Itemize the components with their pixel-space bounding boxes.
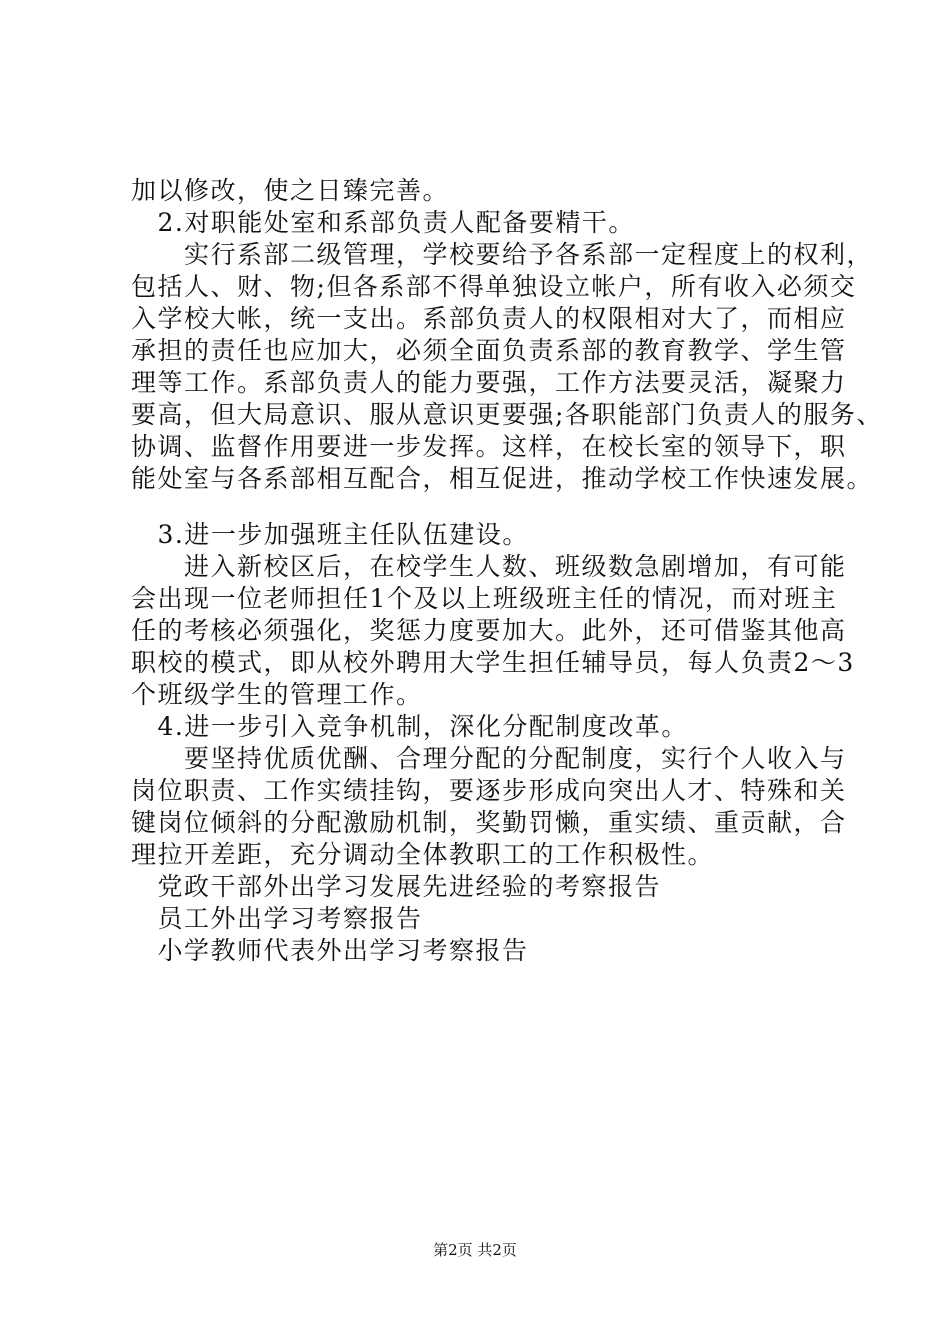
paragraph-line: 协调、监督作用要进一步发挥。这样，在校长室的领导下，职 — [131, 432, 847, 461]
section-heading-2: 2.对职能处室和系部负责人配备要精干。 — [131, 208, 635, 237]
related-article-link[interactable]: 员工外出学习考察报告 — [131, 904, 423, 933]
paragraph-line: 要高，但大局意识、服从意识更要强;各职能部门负责人的服务、 — [131, 400, 883, 429]
paragraph-line: 职校的模式，即从校外聘用大学生担任辅导员，每人负责2～3 — [131, 648, 855, 677]
paragraph-line: 能处室与各系部相互配合，相互促进，推动学校工作快速发展。 — [131, 464, 874, 493]
paragraph-line: 键岗位倾斜的分配激励机制，奖勤罚懒，重实绩、重贡献，合 — [131, 808, 847, 837]
paragraph-line: 任的考核必须强化，奖惩力度要加大。此外，还可借鉴其他高 — [131, 616, 847, 645]
paragraph-line: 要坚持优质优酬、合理分配的分配制度，实行个人收入与 — [131, 744, 847, 773]
paragraph-line: 理拉开差距，充分调动全体教职工的工作积极性。 — [131, 840, 715, 869]
related-article-link[interactable]: 小学教师代表外出学习考察报告 — [131, 936, 529, 965]
paragraph-line: 入学校大帐，统一支出。系部负责人的权限相对大了，而相应 — [131, 304, 847, 333]
section-heading-3: 3.进一步加强班主任队伍建设。 — [131, 520, 529, 549]
paragraph-line: 实行系部二级管理，学校要给予各系部一定程度上的权利， — [131, 240, 874, 269]
section-heading-4: 4.进一步引入竞争机制，深化分配制度改革。 — [131, 712, 688, 741]
paragraph-line: 承担的责任也应加大，必须全面负责系部的教育教学、学生管 — [131, 336, 847, 365]
paragraph-line: 会出现一位老师担任1个及以上班级班主任的情况，而对班主 — [131, 584, 838, 613]
paragraph-line: 岗位职责、工作实绩挂钩，要逐步形成向突出人才、特殊和关 — [131, 776, 847, 805]
paragraph-line: 包括人、财、物;但各系部不得单独设立帐户，所有收入必须交 — [131, 272, 857, 301]
page-number-footer: 第2页 共2页 — [433, 1241, 517, 1259]
paragraph-line: 个班级学生的管理工作。 — [131, 680, 423, 709]
paragraph-line: 加以修改，使之日臻完善。 — [131, 176, 450, 205]
related-article-link[interactable]: 党政干部外出学习发展先进经验的考察报告 — [131, 872, 662, 901]
paragraph-line: 理等工作。系部负责人的能力要强，工作方法要灵活，凝聚力 — [131, 368, 847, 397]
paragraph-line: 进入新校区后，在校学生人数、班级数急剧增加，有可能 — [131, 552, 847, 581]
